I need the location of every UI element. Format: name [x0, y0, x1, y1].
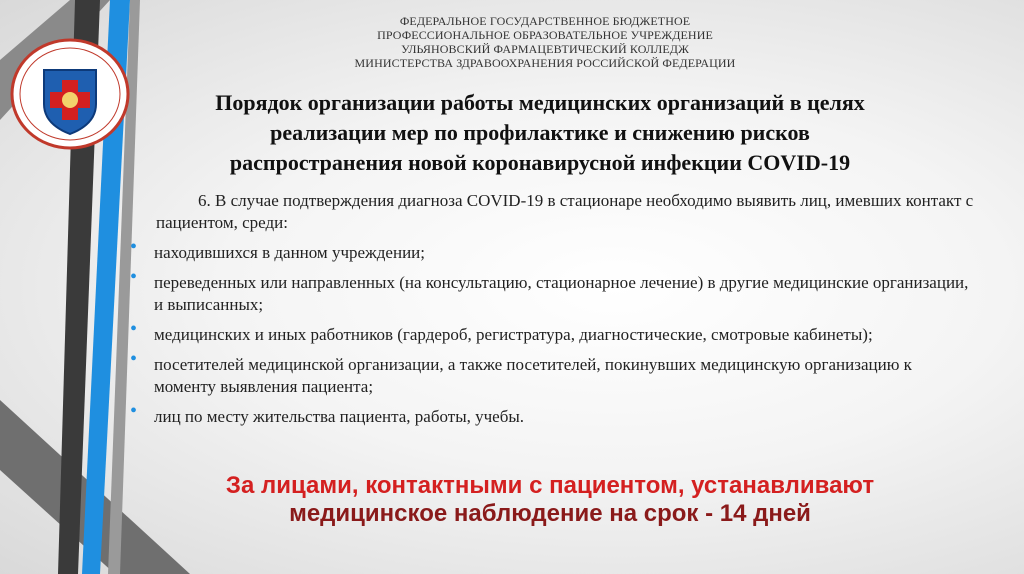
bullet-icon: •	[130, 348, 138, 370]
bullet-icon: •	[130, 236, 138, 258]
list-item: • посетителей медицинской организации, а также посетителей, покинувших медицинскую организацию к моменту выявления пациента;	[130, 348, 912, 396]
college-emblem-icon	[10, 38, 134, 150]
lead-paragraph	[128, 190, 976, 234]
lead-text: 6. В случае подтверждения диагноза COVID-19 в стационаре необходимо выявить лиц, имевших контакт с пациентом, среди:	[156, 191, 974, 232]
title-line: Порядок организации работы медицинских организаций в целях	[215, 90, 865, 115]
bullet-icon: •	[130, 318, 138, 340]
header-line: МИНИСТЕРСТВА ЗДРАВООХРАНЕНИЯ РОССИЙСКОЙ ФЕДЕРАЦИИ	[354, 56, 736, 70]
title-line: распространения новой коронавирусной инфекции COVID-19	[229, 150, 851, 175]
header-line: ПРОФЕССИОНАЛЬНОЕ ОБРАЗОВАТЕЛЬНОЕ УЧРЕЖДЕНИЕ	[377, 28, 713, 42]
header-line: УЛЬЯНОВСКИЙ ФАРМАЦЕВТИЧЕСКИЙ КОЛЛЕДЖ	[401, 42, 689, 56]
header-line: ФЕДЕРАЛЬНОЕ ГОСУДАРСТВЕННОЕ БЮДЖЕТНОЕ	[399, 14, 691, 28]
conclusion-text	[150, 472, 950, 528]
slide-content	[128, 190, 976, 436]
conclusion-line-1: За лицами, контактными с пациентом, устанавливают	[225, 472, 875, 499]
conclusion-line-2: медицинское наблюдение на срок - 14 дней	[289, 500, 811, 527]
list-item: • медицинских и иных работников (гардероб, регистратура, диагностические, смотровые кабинеты);	[130, 318, 873, 344]
contact-list	[128, 236, 976, 428]
list-item: • переведенных или направленных (на консультацию, стационарное лечение) в другие медицинские организации, и выписанных;	[130, 266, 969, 314]
bullet-icon: •	[130, 266, 138, 288]
list-item: • лиц по месту жительства пациента, работы, учебы.	[130, 400, 525, 426]
institution-header	[250, 14, 840, 70]
slide-title	[150, 88, 930, 178]
title-line: реализации мер по профилактике и снижению рисков	[270, 120, 810, 145]
bullet-icon: •	[130, 400, 138, 422]
list-item: • находившихся в данном учреждении;	[130, 236, 425, 262]
